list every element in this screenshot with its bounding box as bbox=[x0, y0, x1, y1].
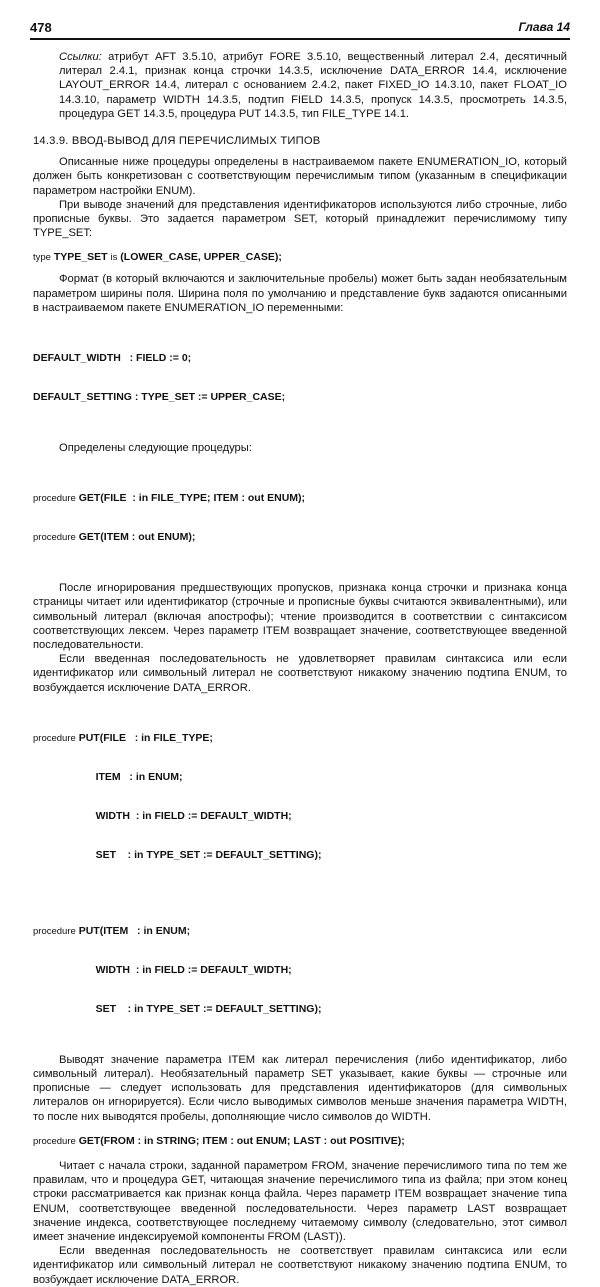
get-item-signature: GET(ITEM : out ENUM); bbox=[75, 531, 196, 544]
get-string-signature: GET(FROM : in STRING; ITEM : out ENUM; LAST : out POSITIVE); bbox=[75, 1134, 405, 1147]
paragraph-put-description: Выводят значение параметра ITEM как литерал перечисления (либо идентификатор, либо символьный литерал). Необязательный параметр SET указывает, какие буквы — строчные или прописные — следует использовать для представления идентификаторов (для символьных литералов он игнорируется). Если число выводимых символов меньше значения параметра WIDTH, то после них выводятся пробелы, дополняющие число символов до WIDTH. bbox=[33, 1053, 567, 1123]
paragraph-get-string-description: Читает с начала строки, заданной параметром FROM, значение перечислимого типа по тем же правилам, что и процедура GET, читающая значение перечислимого типа из файла; при этом конец строки рассматривается как признак конца файла. Через параметр ITEM возвращает значение типа ENUM, соответствующее введенной последовательности. Через параметр LAST возвращает значение индекса, соответствующее последнему читаемому символу (следовательно, этот символ имеет значение индексируемой компоненты FROM (LAST)). bbox=[33, 1159, 567, 1243]
default-width-line: DEFAULT_WIDTH : FIELD := 0; bbox=[33, 352, 192, 365]
paragraph-intro: Описанные ниже процедуры определены в настраиваемом пакете ENUMERATION_IO, который должен быть конкретизован с соответствующим перечислимым типом (указанным в спецификации параметром настройки ENUM). bbox=[33, 156, 567, 197]
paragraph-get-description: После игнорирования предшествующих пропусков, признака конца строчки и признака конца страницы читает или идентификатор (строчные и прописные буквы считаются эквивалентными), или символьный литерал (включая апострофы); чтение производится в соответствии с синтаксисом соответствующих лексем. Через параметр ITEM возвращает значение, соответствующее введенной последовательности. bbox=[33, 582, 567, 652]
references-paragraph bbox=[33, 50, 567, 121]
chapter-title: Глава 14 bbox=[518, 20, 570, 34]
page-body bbox=[33, 48, 567, 1287]
put-item-param-item: PUT(ITEM : in ENUM; bbox=[75, 924, 191, 937]
put-file-param-set: SET : in TYPE_SET := DEFAULT_SETTING); bbox=[81, 848, 322, 861]
section-title: 14.3.9. ВВОД-ВЫВОД ДЛЯ ПЕРЕЧИСЛИМЫХ ТИПОВ bbox=[33, 135, 321, 148]
keyword-procedure: procedure bbox=[33, 732, 76, 744]
put-item-declaration bbox=[33, 899, 567, 1042]
get-item-decl bbox=[33, 531, 567, 544]
page-number: 478 bbox=[30, 20, 52, 35]
paragraph-format: Формат (в который включаются и заключительные пробелы) может быть задан необязательным параметром ширины поля. Ширина поля по умолчанию и представление букв задаются описанными в настраиваемом пакете ENUMERATION_IO переменными: bbox=[33, 273, 567, 314]
paragraph-set: При выводе значений для представления идентификаторов используются либо строчные, либо прописные буквы. Это задается параметром SET, который принадлежит перечислимому типу TYPE_SET: bbox=[33, 198, 567, 240]
keyword-procedure: procedure bbox=[33, 925, 76, 937]
keyword-is: is bbox=[110, 252, 118, 264]
get-file-decl bbox=[33, 492, 567, 505]
type-values: (LOWER_CASE, UPPER_CASE); bbox=[117, 251, 282, 264]
references-text: атрибут AFT 3.5.10, атрибут FORE 3.5.10, вещественный литерал 2.4, десятичный литерал 2.4.1, признак конца строчки 14.3.5, исключение DATA_ERROR 14.4, исключение LAYOUT_ERROR 14.4, литерал с основанием 2.4.2, пакет FIXED_IO 14.3.10, пакет FLOAT_IO 14.3.10, параметр WIDTH 14.3.5, подтип FIELD 14.3.5, пропуск 14.3.5, просмотреть 14.3.5, процедура GET 14.3.5, процедура PUT 14.3.5, тип FILE_TYPE 14.1. bbox=[59, 51, 567, 120]
put-item-param-set: SET : in TYPE_SET := DEFAULT_SETTING); bbox=[81, 1002, 322, 1015]
page-header bbox=[30, 20, 570, 40]
type-declaration bbox=[33, 251, 567, 264]
header-rule bbox=[30, 38, 570, 40]
put-file-param-file: PUT(FILE : in FILE_TYPE; bbox=[75, 731, 213, 744]
get-file-signature: GET(FILE : in FILE_TYPE; ITEM : out ENUM); bbox=[75, 492, 306, 505]
paragraph-procedures: Определены следующие процедуры: bbox=[59, 442, 252, 455]
default-setting-line: DEFAULT_SETTING : TYPE_SET := UPPER_CASE; bbox=[33, 391, 286, 404]
keyword-procedure: procedure bbox=[33, 1135, 76, 1147]
keyword-procedure: procedure bbox=[33, 532, 76, 544]
keyword-type: type bbox=[33, 252, 51, 264]
paragraph-get-error: Если введенная последовательность не удовлетворяет правилам синтаксиса или если идентификатор или символьный литерал не соответствуют никакому значению подтипа ENUM, то возбуждается исключение DATA_ERROR. bbox=[33, 653, 567, 694]
get-string-declaration bbox=[33, 1135, 567, 1148]
put-item-line-1 bbox=[33, 925, 567, 938]
put-file-line-1 bbox=[33, 732, 567, 745]
default-variables bbox=[33, 326, 567, 430]
put-file-param-item: ITEM : in ENUM; bbox=[81, 770, 183, 783]
references-label: Ссылки: bbox=[59, 51, 102, 63]
get-declarations bbox=[33, 466, 567, 570]
put-file-declaration bbox=[33, 706, 567, 888]
type-name: TYPE_SET bbox=[50, 251, 111, 264]
paragraph-get-string-error: Если введенная последовательность не соответствует правилам синтаксиса или если идентификатор или символьный литерал не соответствуют никакому значению подтипа ENUM, то возбуждает исключение DATA_ERROR. bbox=[33, 1245, 567, 1286]
put-file-param-width: WIDTH : in FIELD := DEFAULT_WIDTH; bbox=[81, 809, 292, 822]
put-item-param-width: WIDTH : in FIELD := DEFAULT_WIDTH; bbox=[81, 963, 292, 976]
keyword-procedure: procedure bbox=[33, 493, 76, 505]
